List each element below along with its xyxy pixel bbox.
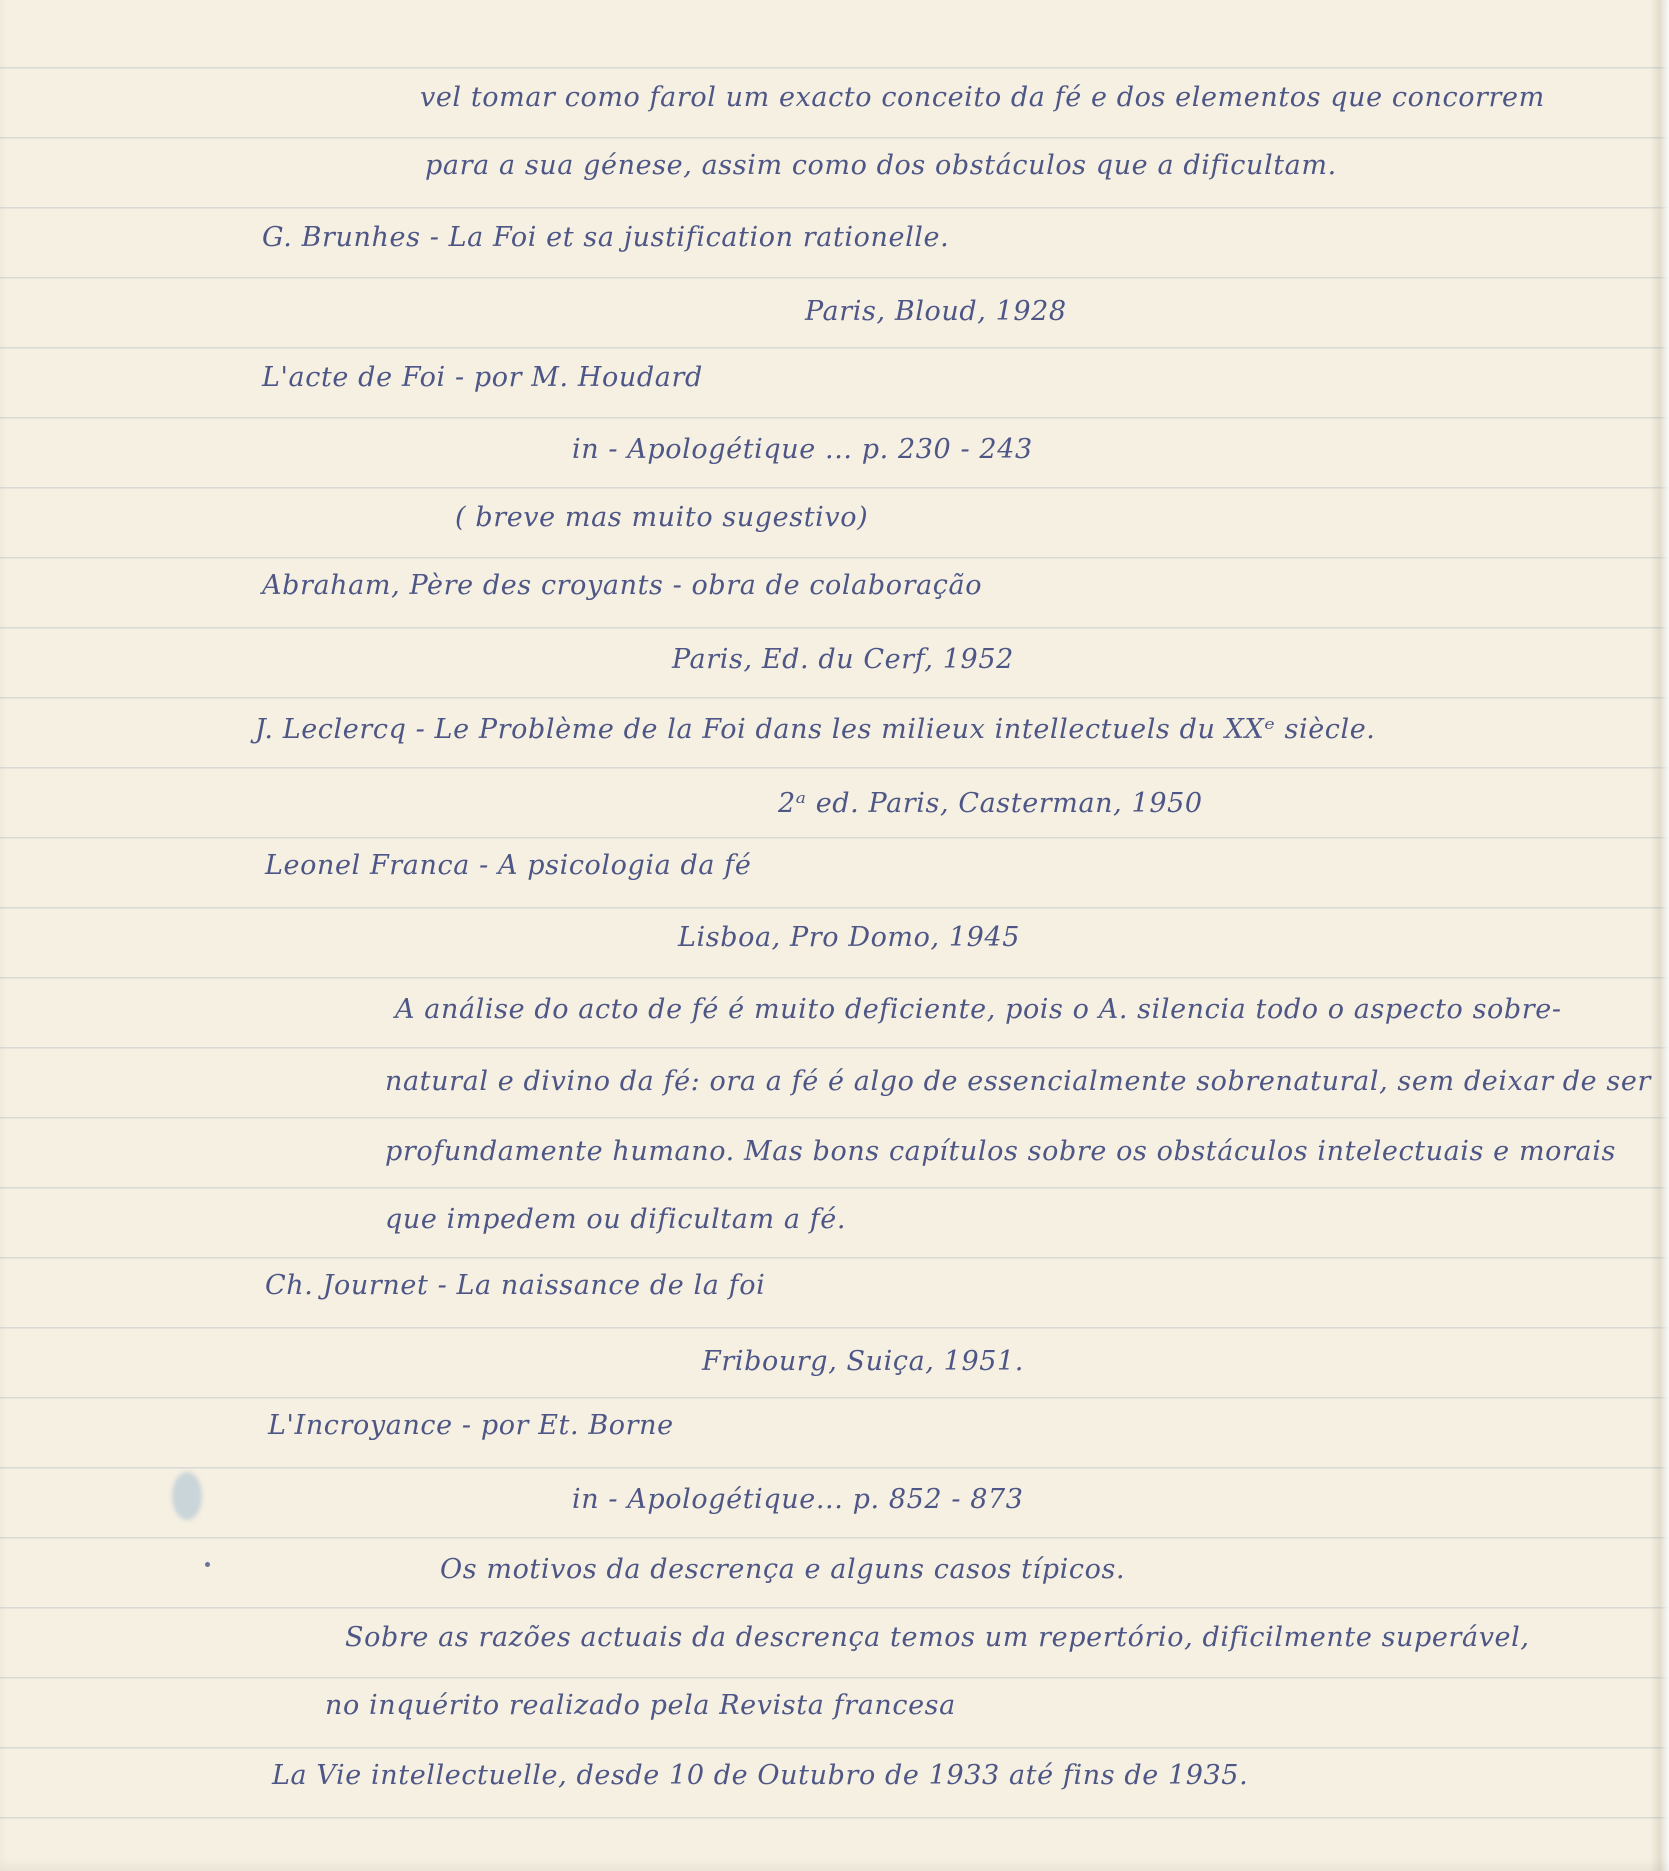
ink-stain xyxy=(172,1472,202,1520)
text-line: vel tomar como farol um exacto conceito da fé e dos elementos que concorrem xyxy=(420,82,1545,113)
bibliography-entry-imprint: in - Apologétique... p. 852 - 873 xyxy=(572,1484,1024,1515)
bibliography-entry-title: Leonel Franca - A psicologia da fé xyxy=(265,850,752,881)
bibliography-entry-imprint: 2ᵃ ed. Paris, Casterman, 1950 xyxy=(778,788,1203,819)
bibliography-entry-title: Abraham, Père des croyants - obra de colaboração xyxy=(262,570,983,601)
bibliography-entry-title: L'acte de Foi - por M. Houdard xyxy=(262,362,703,393)
text-line: no inquérito realizado pela Revista francesa xyxy=(325,1690,956,1721)
bibliography-entry-imprint: Paris, Bloud, 1928 xyxy=(805,296,1067,327)
bibliography-note: Os motivos da descrença e alguns casos típicos. xyxy=(440,1554,1126,1585)
bibliography-entry-imprint: Fribourg, Suiça, 1951. xyxy=(702,1346,1024,1377)
bibliography-entry-title: Ch. Journet - La naissance de la foi xyxy=(265,1270,766,1301)
text-line: para a sua génese, assim como dos obstáculos que a dificultam. xyxy=(425,150,1337,181)
bibliography-entry-imprint: in - Apologétique ... p. 230 - 243 xyxy=(572,434,1033,465)
bibliography-comment: A análise do acto de fé é muito deficiente, pois o A. silencia todo o aspecto sobre- xyxy=(395,994,1562,1025)
bibliography-entry-imprint: Lisboa, Pro Domo, 1945 xyxy=(678,922,1020,953)
text-line: La Vie intellectuelle, desde 10 de Outubro de 1933 até fins de 1935. xyxy=(272,1760,1249,1791)
bibliography-entry-title: G. Brunhes - La Foi et sa justification rationelle. xyxy=(262,222,950,253)
text-line: Sobre as razões actuais da descrença temos um repertório, dificilmente superável, xyxy=(345,1622,1530,1653)
bibliography-comment: profundamente humano. Mas bons capítulos sobre os obstáculos intelectuais e morais xyxy=(385,1136,1616,1167)
bibliography-comment: que impedem ou dificultam a fé. xyxy=(385,1204,847,1235)
bibliography-entry-imprint: Paris, Ed. du Cerf, 1952 xyxy=(672,644,1014,675)
bibliography-entry-title: J. Leclercq - Le Problème de la Foi dans les milieux intellectuels du XXᵉ siècle. xyxy=(255,714,1376,745)
ink-dot xyxy=(205,1562,210,1567)
bibliography-note: ( breve mas muito sugestivo) xyxy=(455,502,869,533)
bibliography-comment: natural e divino da fé: ora a fé é algo de essencialmente sobrenatural, sem deixar de ser xyxy=(385,1066,1651,1097)
bibliography-entry-title: L'Incroyance - por Et. Borne xyxy=(268,1410,674,1441)
